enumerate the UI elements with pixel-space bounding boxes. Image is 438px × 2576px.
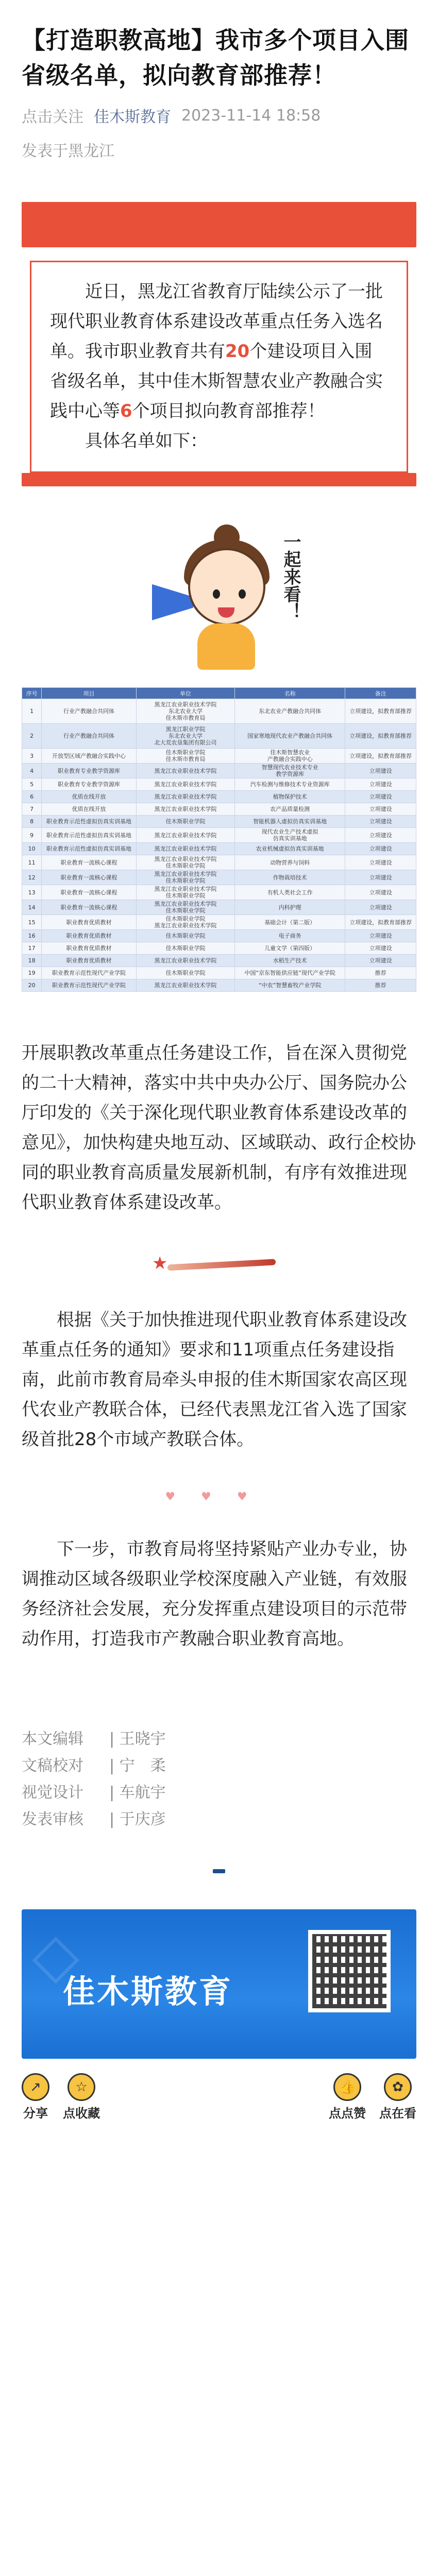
credit-sep: | bbox=[109, 1810, 120, 1828]
follow-prompt[interactable]: 点击关注 bbox=[22, 108, 83, 126]
star-icon: ☆ bbox=[68, 2073, 95, 2101]
table-header-cell: 序号 bbox=[22, 688, 42, 699]
intro-text-c: 个项目拟向教育部推荐！ bbox=[132, 401, 325, 421]
table-cell: 立项建设 bbox=[345, 778, 416, 791]
author-link[interactable]: 佳木斯教育 bbox=[94, 108, 171, 126]
article-header bbox=[0, 0, 438, 161]
table-row bbox=[22, 803, 416, 816]
credit-label: 文稿校对 bbox=[22, 1757, 83, 1775]
table-cell: 有机人类社会工作 bbox=[235, 885, 345, 900]
table-cell: 农产品质量检测 bbox=[235, 803, 345, 816]
table-row bbox=[22, 778, 416, 791]
table-cell: 黑龙江农业职业技术学院 bbox=[136, 955, 234, 967]
like-action[interactable] bbox=[329, 2073, 366, 2121]
table-cell: 15 bbox=[22, 915, 42, 930]
table-row bbox=[22, 885, 416, 900]
table-header-cell: 单位 bbox=[136, 688, 234, 699]
table-cell: 3 bbox=[22, 749, 42, 764]
table-cell: 立项建设 bbox=[345, 955, 416, 967]
table-cell: 立项建设 bbox=[345, 828, 416, 843]
credit-row bbox=[22, 1726, 416, 1753]
table-header-cell: 备注 bbox=[345, 688, 416, 699]
intro-paragraph bbox=[50, 277, 388, 426]
table-cell: 黑龙江农业职业技术学院 佳木斯职业学院 bbox=[136, 855, 234, 870]
table-cell: 10 bbox=[22, 843, 42, 855]
like-label: 点点赞 bbox=[329, 2106, 366, 2121]
table-row bbox=[22, 724, 416, 749]
table-cell: 职业教育示范性现代产业学院 bbox=[42, 979, 137, 992]
table-cell: 智慧现代农业技术专业 教学资源库 bbox=[235, 764, 345, 778]
share-label: 分享 bbox=[23, 2106, 48, 2121]
table-header-cell: 名称 bbox=[235, 688, 345, 699]
table-row bbox=[22, 764, 416, 778]
table-cell: 职业教育示范性虚拟仿真实训基地 bbox=[42, 828, 137, 843]
table-cell: 动物营养与饲料 bbox=[235, 855, 345, 870]
table-cell: 黑龙江农业职业技术学院 bbox=[136, 828, 234, 843]
table-cell: 13 bbox=[22, 885, 42, 900]
table-row bbox=[22, 855, 416, 870]
table-row bbox=[22, 699, 416, 724]
table-cell: 立项建设 bbox=[345, 843, 416, 855]
table-cell: 职业教育优质教材 bbox=[42, 915, 137, 930]
share-icon: ↗ bbox=[22, 2073, 49, 2101]
heart-icon: ♥ bbox=[165, 1490, 201, 1503]
table-row bbox=[22, 942, 416, 955]
table-cell: 黑龙江农业职业技术学院 东北农业大学 佳木斯市教育局 bbox=[136, 699, 234, 724]
table-row bbox=[22, 967, 416, 979]
table-cell: 立项建设，拟教育部推荐 bbox=[345, 915, 416, 930]
table-cell: 立项建设 bbox=[345, 870, 416, 885]
table-cell: 6 bbox=[22, 791, 42, 803]
body-paragraph-2: 根据《关于加快推进现代职业教育体系建设改革重点任务的通知》要求和11项重点任务建设指南，此前市教育局牵头申报的佳木斯国家农高区现代农业产教联合体，已经代表黑龙江省入选了国家级首批28个市域产教联合体。 bbox=[22, 1310, 407, 1450]
table-cell: 优质在线开放 bbox=[42, 803, 137, 816]
table-header-cell: 项目 bbox=[42, 688, 137, 699]
intro-text-b: 个建设项目入围省级名单，其中佳木斯智慧农业产教融合实践中心等 bbox=[50, 341, 383, 421]
table-body bbox=[22, 699, 416, 992]
table-cell: 立项建设 bbox=[345, 900, 416, 915]
table-cell: 东北农业产教融合共同体 bbox=[235, 699, 345, 724]
table-row bbox=[22, 915, 416, 930]
credit-value: 车航宇 bbox=[119, 1784, 166, 1802]
star-icon: ★ bbox=[152, 1253, 168, 1274]
megaphone-icon bbox=[152, 584, 193, 620]
project-table-image bbox=[22, 687, 416, 992]
credit-value: 王晓宇 bbox=[119, 1730, 166, 1748]
table-cell: 职业教育示范性虚拟仿真实训基地 bbox=[42, 843, 137, 855]
credit-label: 发表审核 bbox=[22, 1810, 83, 1828]
table-cell: 黑龙江农业职业技术学院 bbox=[136, 764, 234, 778]
mascot-caption: 一起来看！ bbox=[280, 533, 301, 620]
flower-icon: ✿ bbox=[384, 2073, 412, 2101]
table-cell: 职业教育专业教学资源库 bbox=[42, 764, 137, 778]
table-cell: 7 bbox=[22, 803, 42, 816]
table-cell: 立项建设 bbox=[345, 791, 416, 803]
table-cell: 8 bbox=[22, 816, 42, 828]
table-cell: 植物保护技术 bbox=[235, 791, 345, 803]
table-cell: 立项建设 bbox=[345, 855, 416, 870]
table-cell: 水稻生产技术 bbox=[235, 955, 345, 967]
article-meta bbox=[22, 104, 416, 127]
heart-icon: ♥ bbox=[201, 1490, 237, 1503]
table-cell: 19 bbox=[22, 967, 42, 979]
red-banner bbox=[22, 202, 416, 247]
table-cell: 佳木斯职业学院 佳木斯市教育局 bbox=[136, 749, 234, 764]
table-row bbox=[22, 930, 416, 942]
mascot-body bbox=[197, 623, 255, 670]
table-cell: 基础会计（第二版） bbox=[235, 915, 345, 930]
table-row bbox=[22, 828, 416, 843]
table-cell: 18 bbox=[22, 955, 42, 967]
table-cell: 推荐 bbox=[345, 967, 416, 979]
table-cell: 黑龙江农业职业技术学院 bbox=[136, 979, 234, 992]
brand-card bbox=[22, 1909, 416, 2059]
intro-box bbox=[30, 261, 408, 473]
table-cell: 黑龙江农业职业技术学院 bbox=[136, 778, 234, 791]
mascot-illustration bbox=[152, 522, 301, 672]
table-cell: 职业教育优质教材 bbox=[42, 942, 137, 955]
body-text-1: 开展职教改革重点任务建设工作，旨在深入贯彻党的二十大精神，落实中共中央办公厅、国务院办公厅印发的《关于深化现代职业教育体系建设改革的意见》，加快构建央地互动、区域联动、政行企校协同的职业教育高质量发展新机制，有序有效推进现代职业教育体系建设改革。 bbox=[22, 1043, 416, 1213]
thumbs-up-icon: 👍 bbox=[333, 2073, 361, 2101]
table-cell: 汽车检测与维修技术专业资源库 bbox=[235, 778, 345, 791]
credit-row bbox=[22, 1753, 416, 1780]
body-paragraph-3: 下一步，市教育局将坚持紧贴产业办专业，协调推动区域各级职业学校深度融入产业链，有效服务经济社会发展，充分发挥重点建设项目的示范带动作用，打造我市产教融合职业教育高地。 bbox=[22, 1539, 407, 1649]
eye-left bbox=[213, 589, 220, 599]
table-cell: 黑龙江农业职业技术学院 佳木斯职业学院 bbox=[136, 900, 234, 915]
table-cell: 职业教育一流核心课程 bbox=[42, 870, 137, 885]
body-paragraph-1 bbox=[22, 1038, 416, 1217]
table-cell: 现代农业生产技术虚拟 仿真实训基地 bbox=[235, 828, 345, 843]
table-row bbox=[22, 843, 416, 855]
table-cell: 职业教育一流核心课程 bbox=[42, 900, 137, 915]
table-cell: 17 bbox=[22, 942, 42, 955]
table-cell: 立项建设 bbox=[345, 816, 416, 828]
intro-text-a: 近日，黑龙江省教育厅陆续公示了一批现代职业教育体系建设改革重点任务入选名单。我市职业教育共有 bbox=[50, 281, 383, 362]
table-cell: 5 bbox=[22, 778, 42, 791]
brand-name: 佳木斯教育 bbox=[63, 1973, 233, 2010]
watch-action[interactable] bbox=[379, 2073, 416, 2121]
table-cell: 黑龙江农业职业技术学院 佳木斯职业学院 bbox=[136, 885, 234, 900]
table-row bbox=[22, 870, 416, 885]
project-count-6: 6 bbox=[120, 401, 132, 421]
section-divider bbox=[213, 1869, 225, 1873]
eye-right bbox=[239, 589, 246, 599]
qr-code[interactable] bbox=[308, 1930, 391, 2012]
table-cell: 20 bbox=[22, 979, 42, 992]
table-cell: 优质在线开放 bbox=[42, 791, 137, 803]
credit-sep: | bbox=[109, 1730, 120, 1748]
credit-sep: | bbox=[109, 1757, 120, 1775]
table-cell: 黑龙江职业学院 东北农业大学 北大荒农垦集团有限公司 bbox=[136, 724, 234, 749]
qr-code-pattern bbox=[312, 1934, 386, 2008]
table-cell: 电子商务 bbox=[235, 930, 345, 942]
table-cell: 黑龙江农业职业技术学院 bbox=[136, 803, 234, 816]
table-row bbox=[22, 955, 416, 967]
heart-icon: ♥ bbox=[237, 1490, 273, 1503]
table-header-row bbox=[22, 688, 416, 699]
table-row bbox=[22, 791, 416, 803]
table-cell: 中国“京东智能供应链”现代产业学院 bbox=[235, 967, 345, 979]
table-cell: 立项建设 bbox=[345, 764, 416, 778]
table-cell: 立项建设，拟教育部推荐 bbox=[345, 749, 416, 764]
ribbon-line bbox=[167, 1259, 276, 1270]
table-row bbox=[22, 979, 416, 992]
favorite-action[interactable] bbox=[63, 2073, 100, 2121]
table-cell: 开放型区域产教融合实践中心 bbox=[42, 749, 137, 764]
table-cell: 2 bbox=[22, 724, 42, 749]
right-actions bbox=[329, 2073, 416, 2121]
credit-label: 本文编辑 bbox=[22, 1730, 83, 1748]
table-cell: 职业教育示范性现代产业学院 bbox=[42, 967, 137, 979]
table-cell: 职业教育优质教材 bbox=[42, 930, 137, 942]
red-underline-bar bbox=[22, 473, 416, 486]
credit-label: 视觉设计 bbox=[22, 1784, 83, 1802]
table-cell: 14 bbox=[22, 900, 42, 915]
table-cell: 智能机器人虚拟仿真实训基地 bbox=[235, 816, 345, 828]
article-title: 【打造职教高地】我市多个项目入围省级名单，拟向教育部推荐！ bbox=[22, 26, 409, 89]
project-count-20: 20 bbox=[225, 341, 250, 362]
table-cell: 立项建设，拟教育部推荐 bbox=[345, 724, 416, 749]
table-cell: 12 bbox=[22, 870, 42, 885]
hearts-divider bbox=[0, 1490, 438, 1503]
table-cell: 儿童文学（第四版） bbox=[235, 942, 345, 955]
table-cell: 9 bbox=[22, 828, 42, 843]
credit-sep: | bbox=[109, 1784, 120, 1802]
credit-value: 于庆彦 bbox=[119, 1810, 166, 1828]
table-cell: 立项建设 bbox=[345, 942, 416, 955]
table-cell: 佳木斯职业学院 黑龙江农业职业技术学院 bbox=[136, 915, 234, 930]
table-row bbox=[22, 749, 416, 764]
table-cell: 16 bbox=[22, 930, 42, 942]
table-cell: 职业教育专业教学资源库 bbox=[42, 778, 137, 791]
credit-value: 宁 柔 bbox=[119, 1757, 166, 1775]
table-cell: 立项建设，拟教育部推荐 bbox=[345, 699, 416, 724]
credit-row bbox=[22, 1806, 416, 1833]
table-cell: 职业教育一流核心课程 bbox=[42, 885, 137, 900]
table-cell: 内科护理 bbox=[235, 900, 345, 915]
table-cell: 黑龙江农业职业技术学院 bbox=[136, 843, 234, 855]
table-cell: 农业机械虚拟仿真实训基地 bbox=[235, 843, 345, 855]
table-cell: 佳木斯职业学院 bbox=[136, 942, 234, 955]
table-cell: 行业产教融合共同体 bbox=[42, 699, 137, 724]
table-cell: 职业教育一流核心课程 bbox=[42, 855, 137, 870]
table-cell: 4 bbox=[22, 764, 42, 778]
publish-location: 发表于黑龙江 bbox=[22, 142, 114, 160]
table-cell: 职业教育示范性虚拟仿真实训基地 bbox=[42, 816, 137, 828]
table-cell: 国家寒地现代农业产教融合共同体 bbox=[235, 724, 345, 749]
credits bbox=[22, 1726, 416, 1833]
table-row bbox=[22, 816, 416, 828]
table-cell: 佳木斯职业学院 bbox=[136, 816, 234, 828]
credit-row bbox=[22, 1780, 416, 1806]
watch-label: 点在看 bbox=[379, 2106, 416, 2121]
table-cell: 黑龙江农业职业技术学院 佳木斯职业学院 bbox=[136, 870, 234, 885]
favorite-label: 点收藏 bbox=[63, 2106, 100, 2121]
table-cell: 佳木斯智慧农业 产教融合实践中心 bbox=[235, 749, 345, 764]
table-cell: 11 bbox=[22, 855, 42, 870]
table-cell: 作物栽培技术 bbox=[235, 870, 345, 885]
table-cell: 推荐 bbox=[345, 979, 416, 992]
watermark-graphic: ◇ bbox=[32, 1920, 80, 1991]
project-table bbox=[22, 687, 416, 992]
table-row bbox=[22, 900, 416, 915]
share-action[interactable] bbox=[22, 2073, 49, 2121]
left-actions bbox=[22, 2073, 100, 2121]
ribbon-divider bbox=[152, 1253, 286, 1274]
table-cell: 1 bbox=[22, 699, 42, 724]
table-cell: “中农”智慧畜牧产业学院 bbox=[235, 979, 345, 992]
table-cell: 黑龙江农业职业技术学院 bbox=[136, 791, 234, 803]
intro-list-heading: 具体名单如下： bbox=[85, 431, 208, 451]
table-cell: 立项建设 bbox=[345, 885, 416, 900]
table-cell: 佳木斯职业学院 bbox=[136, 930, 234, 942]
table-cell: 立项建设 bbox=[345, 930, 416, 942]
table-cell: 行业产教融合共同体 bbox=[42, 724, 137, 749]
table-cell: 立项建设 bbox=[345, 803, 416, 816]
publish-datetime: 2023-11-14 18:58 bbox=[181, 106, 321, 125]
table-cell: 佳木斯职业学院 bbox=[136, 967, 234, 979]
table-cell: 职业教育优质教材 bbox=[42, 955, 137, 967]
engagement-actions bbox=[22, 2073, 416, 2121]
